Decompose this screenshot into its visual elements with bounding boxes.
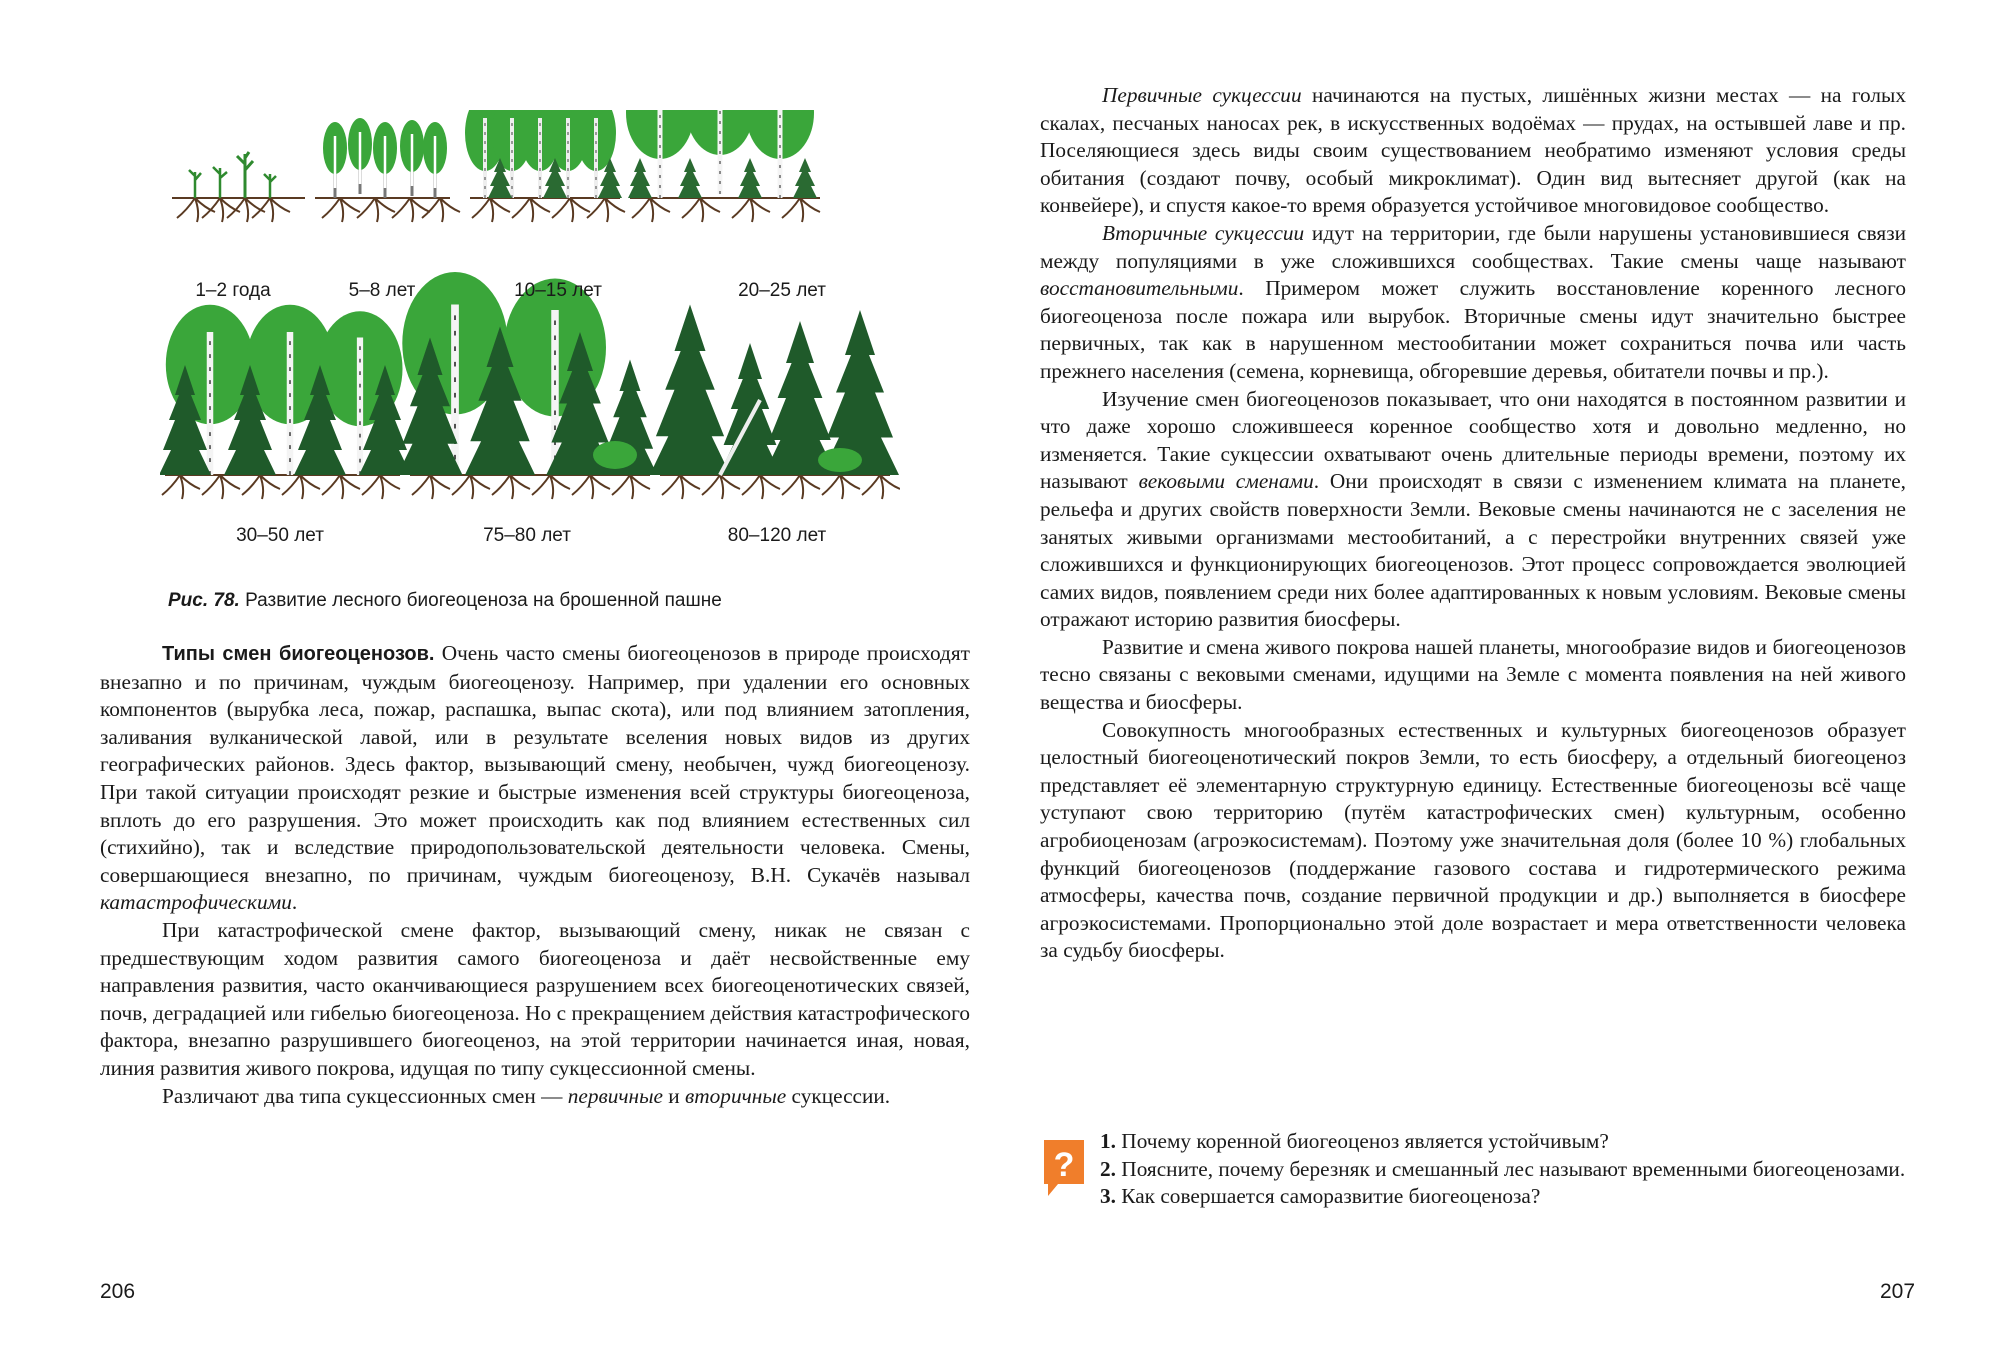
stage-75-80-years: [398, 272, 658, 499]
right-p1-text: начинаются на пустых, лишённых жизни местах — на голых скалах, песчаных наносах рек, в искусственных водоёмах — прудах, на остывшей лаве и пр. Поселяющиеся здесь виды своим существованием необратимо изменяют условия среды обитания (создают почву, особый микроклимат). Один вид вытесняет другой (как на конвейере), и спустя какое-то время образуется устойчивое многовидовое сообщество.: [1040, 83, 1906, 218]
caption-text: Развитие лесного биогеоценоза на брошенной пашне: [245, 590, 722, 611]
left-p3-italic-1: первичные: [567, 1083, 663, 1108]
stage-10-15-years: [465, 110, 625, 222]
figure-caption: [168, 590, 928, 612]
age-label-7: 80–120 лет: [727, 525, 827, 546]
left-p1-text: Очень часто смены биогеоценозов в природе происходят внезапно и по причинам, чуждым биогеоценозу. Например, при удалении его основных компонентов (вырубка леса, пожар, распашка, выпас скота), или под влиянием затопления, заливания вулканической лавой, или в результате вселения новых видов из других географических районов. Здесь фактор, вызывающий смену, необычен, чужд биогеоценозу. При такой ситуации происходят резкие и быстрые изменения всей структуры биогеоценоза, вплоть до его разрушения. Это может происходить как под влиянием естественных сил (стихийно), так и вследствие природопользовательской деятельности человека. Смены, совершающиеся внезапно, по причинам, чуждым биогеоценозу, В.Н. Сукачёв называл: [100, 641, 970, 887]
stage-20-25-years: [626, 110, 820, 222]
review-questions: [1100, 1128, 1906, 1211]
right-p3-text: Изучение смен биогеоценозов показывает, что они находятся в постоянном развитии и что даже хорошо сложившееся коренное сообщество хотя и довольно медленно, но изменяется. Такие сукцессии охватывают очень длительные периоды времени, поэтому их называют: [1040, 386, 1906, 494]
left-p2: При катастрофической смене фактор, вызывающий смену, никак не связан с предшествующим ходом развития самого биогеоценоза и даёт несвойственные ему направления развития, часто оканчивающиеся разрушением всех биогеоценотических связей, почв, деградацией или гибелью биогеоценоза. Но с прекращением действия катастрофического фактора, внезапно разрушившего биогеоценоз, на этой территории начинается иная, новая, линия развития живого покрова, идущая по типу сукцессионной смены.: [100, 917, 970, 1080]
right-p3-text-2: . Они происходят в связи с изменением климата на планете, рельефа и других свойств поверхности Земли. Вековые смены начинаются не с заселения не занятых живыми организмами местообитаний, а с перестройки внутренних связей уже сложившихся и функционирующих биогеоценозов. Этот процесс сопровождается эволюцией самих видов, появлением среди них более адаптированных к новым условиям. Вековые смены отражают историю развития биосферы.: [1040, 469, 1906, 632]
page-number-left: 206: [100, 1280, 136, 1303]
age-label-4: 20–25 лет: [738, 280, 826, 301]
stage-80-120-years: [650, 305, 900, 500]
right-p2-text: идут на территории, где были нарушены установившиеся связи между популяциями в уже сложившихся сообществах. Такие смены чаще называют: [1040, 220, 1907, 273]
right-p1-italic: Первичные сукцессии: [1102, 83, 1302, 107]
question-item: [1100, 1128, 1906, 1156]
right-p2-text-2: . Примером может служить восстановление коренного лесного биогеоценоза после пожара или вырубок. Вторичные смены идут значительно быстрее первичных, так как в нарушенном местообитании может сохраниться почва или часть прежнего населения (семена, корневища, обгоревшие деревья, обитатели почвы и пр.).: [1040, 276, 1906, 383]
stage-30-50-years: [160, 305, 411, 499]
question-item: [1100, 1156, 1906, 1184]
age-label-6: 75–80 лет: [483, 525, 571, 546]
left-p3-start: Различают два типа сукцессионных смен —: [162, 1083, 568, 1108]
right-p4: Развитие и смена живого покрова нашей планеты, многообразие видов и биогеоценозов тесно связаны с вековыми сменами, идущими на Земле с момента появления на ней живого вещества и биосферы.: [1040, 634, 1906, 715]
age-label-5: 30–50 лет: [236, 525, 324, 546]
right-body-text: [1040, 82, 1906, 965]
question-number: 2.: [1100, 1156, 1116, 1181]
right-p3-italic: вековыми сменами: [1138, 469, 1314, 494]
question-number: 1.: [1100, 1129, 1116, 1153]
age-label-2: 5–8 лет: [348, 280, 416, 301]
right-p5: Совокупность многообразных естественных и культурных биогеоценозов образует целостный биогеоценотический покров Земли, то есть биосферу, а отдельный биогеоценоз представляет её элементарную структурную единицу. Естественные биогеоценозы всё чаще уступают свою территорию (путём катастрофических смен) культурным, особенно агробиоценозам (агроэкосистемам). Поэтому уже значительная доля (более 10 %) глобальных функций биогеоценозов (поддержание газового состава и гидротермического режима атмосферы, качества почв, создание первичной продукции и др.) выполняется в биосфере агроэкосистемами. Пропорционально этой доле возрастает и мера ответственности человека за судьбу биосферы.: [1040, 717, 1906, 963]
right-p2-italic-2: восстановительными: [1040, 276, 1239, 301]
left-p3-italic-2: вторичные: [685, 1083, 787, 1108]
forest-development-figure: [160, 110, 900, 580]
question-text: Как совершается саморазвитие биогеоценоза?: [1115, 1184, 1541, 1209]
caption-label: Рис. 78.: [168, 590, 240, 611]
question-number: 3.: [1100, 1184, 1116, 1209]
stage-1-2-years: [172, 152, 305, 222]
right-p2-italic: Вторичные сукцессии: [1102, 220, 1305, 245]
left-body-text: [100, 640, 970, 1110]
stage-5-8-years: [315, 118, 460, 222]
left-p3-mid: и: [662, 1083, 686, 1108]
right-page: [1000, 0, 2000, 1354]
left-p1-end: .: [291, 890, 298, 915]
question-item: [1100, 1183, 1906, 1211]
question-mark: ?: [1053, 1146, 1075, 1184]
age-label-1: 1–2 года: [195, 280, 271, 301]
left-p1-italic: катастрофическими: [100, 890, 292, 915]
question-text: Почему коренной биогеоценоз является устойчивым?: [1115, 1129, 1609, 1153]
left-p3-end: сукцессии.: [786, 1083, 891, 1108]
age-label-3: 10–15 лет: [514, 280, 602, 301]
question-icon: [1044, 1140, 1084, 1196]
page-number-right: 207: [1880, 1280, 1916, 1303]
forest-illustration: [160, 110, 900, 580]
question-text: Поясните, почему березняк и смешанный лес называют временными биогеоценозами.: [1115, 1156, 1906, 1181]
section-heading: Типы смен биогеоценозов.: [162, 643, 435, 665]
